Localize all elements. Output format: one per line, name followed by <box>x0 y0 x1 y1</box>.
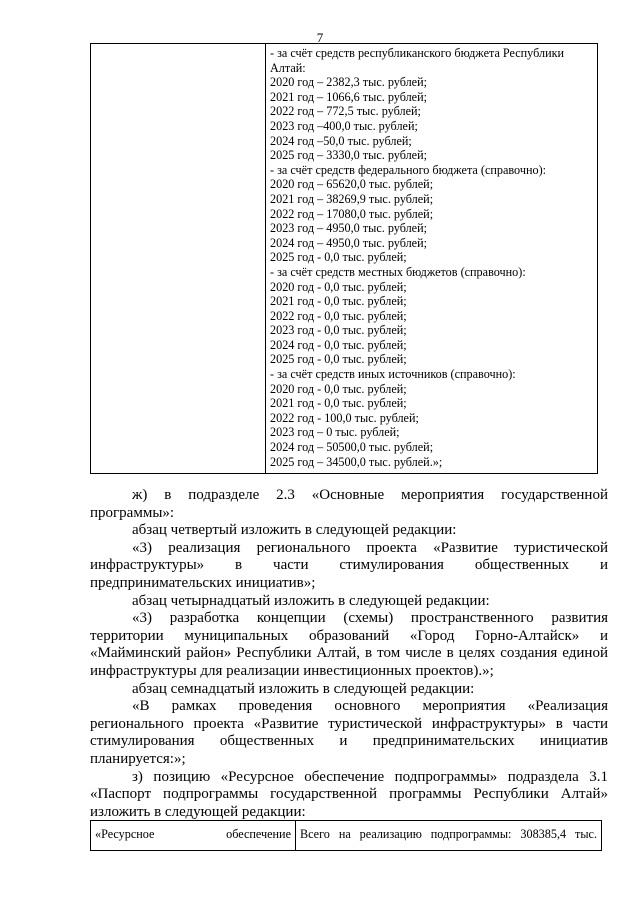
funding-line: 2022 год - 100,0 тыс. рублей; <box>270 410 419 425</box>
funding-line: 2025 год - 0,0 тыс. рублей; <box>270 250 407 265</box>
page-number: 7 <box>316 30 324 45</box>
resource-table-right-cell: Всего на реализацию подпрограммы: 308385,4 тыс. <box>296 821 602 851</box>
funding-line: 2022 год – 17080,0 тыс. рублей; <box>270 206 434 221</box>
funding-line: 2023 год - 0,0 тыс. рублей; <box>270 323 407 338</box>
funding-line: - за счёт средств республиканского бюджета Республики <box>270 46 565 60</box>
paragraph-quote-3-concept: «3) разработка концепции (схемы) пространственного развития территории муниципальных образований «Город Горно-Алтайск» и «Майминский район» Республики Алтай, в том числе в целях создания единой инфраструктуры для реализации инвестиционных проектов).»; <box>90 610 608 679</box>
funding-line: 2022 год - 0,0 тыс. рублей; <box>270 308 407 323</box>
paragraph-subsection-2-3: ж) в подразделе 2.3 «Основные мероприятия государственной программы»: <box>90 487 608 521</box>
funding-line: 2025 год – 34500,0 тыс. рублей.»; <box>270 454 443 469</box>
funding-table-left-cell <box>91 44 266 474</box>
funding-line: 2022 год – 772,5 тыс. рублей; <box>270 104 421 119</box>
funding-line: - за счёт средств федерального бюджета (справочно): <box>270 162 547 177</box>
funding-line: 2021 год – 38269,9 тыс. рублей; <box>270 191 434 206</box>
funding-line: 2023 год –400,0 тыс. рублей; <box>270 118 418 133</box>
paragraph-quote-3-tourism: «3) реализация регионального проекта «Развитие туристической инфраструктуры» в части стимулирования общественных и предпринимательских инициатив»; <box>90 539 608 591</box>
funding-line: 2024 год – 50500,0 тыс. рублей; <box>270 440 434 455</box>
paragraph-subsection-3-1: з) позицию «Ресурсное обеспечение подпрограммы» подраздела 3.1 «Паспорт подпрограммы государственной программы Республики Алтай» изложить в следующей редакции: <box>90 768 608 820</box>
funding-table <box>90 43 598 474</box>
funding-line: 2021 год – 1066,6 тыс. рублей; <box>270 89 427 104</box>
funding-line: Алтай: <box>270 60 306 75</box>
document-body <box>90 487 608 821</box>
funding-line: 2025 год – 3330,0 тыс. рублей; <box>270 148 427 163</box>
funding-line: 2020 год – 2382,3 тыс. рублей; <box>270 75 427 90</box>
funding-line: 2024 год –50,0 тыс. рублей; <box>270 133 412 148</box>
funding-line: 2021 год - 0,0 тыс. рублей; <box>270 294 407 309</box>
paragraph-quote-main-activity: «В рамках проведения основного мероприятия «Реализация регионального проекта «Развитие туристической инфраструктуры» в части стимулирования общественных и предпринимательских инициатив планируется:»; <box>90 698 608 767</box>
funding-line: 2020 год - 0,0 тыс. рублей; <box>270 381 407 396</box>
resource-table <box>90 820 602 851</box>
resource-table-left-cell: «Ресурсное обеспечение <box>91 821 296 851</box>
funding-line: 2023 год – 4950,0 тыс. рублей; <box>270 221 427 236</box>
paragraph-abzac-4: абзац четвертый изложить в следующей редакции: <box>132 522 457 539</box>
funding-line: 2025 год - 0,0 тыс. рублей; <box>270 352 407 367</box>
paragraph-abzac-14: абзац четырнадцатый изложить в следующей редакции: <box>132 592 490 609</box>
funding-line: 2024 год – 4950,0 тыс. рублей; <box>270 235 427 250</box>
paragraph-abzac-17: абзац семнадцатый изложить в следующей редакции: <box>132 680 475 697</box>
funding-line: 2024 год - 0,0 тыс. рублей; <box>270 337 407 352</box>
funding-line: 2020 год – 65620,0 тыс. рублей; <box>270 177 434 192</box>
funding-line: 2021 год - 0,0 тыс. рублей; <box>270 396 407 411</box>
funding-line: - за счёт средств иных источников (справочно): <box>270 367 516 382</box>
funding-line: 2023 год – 0 тыс. рублей; <box>270 425 400 440</box>
funding-line: - за счёт средств местных бюджетов (справочно): <box>270 264 526 279</box>
funding-line: 2020 год - 0,0 тыс. рублей; <box>270 279 407 294</box>
funding-table-right-cell <box>266 44 598 474</box>
